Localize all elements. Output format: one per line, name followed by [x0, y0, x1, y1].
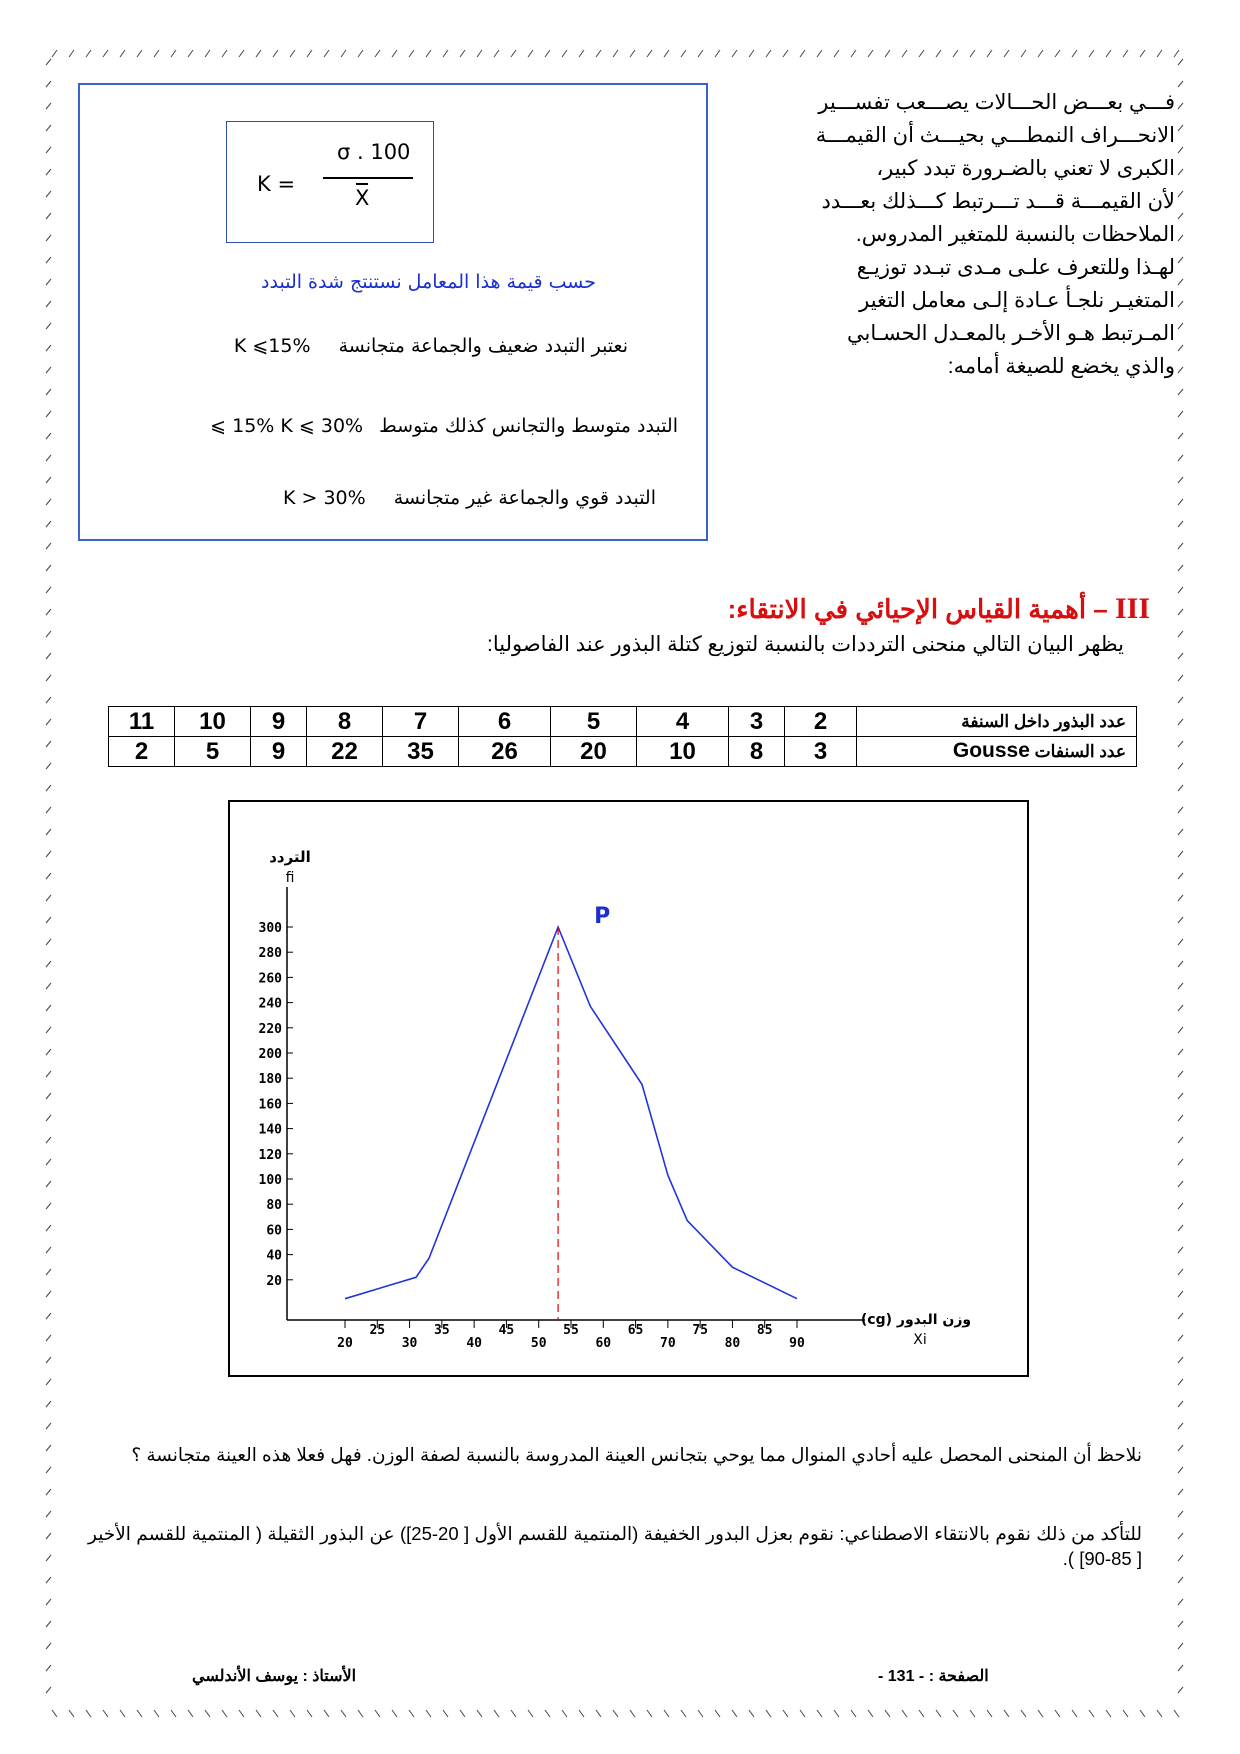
criterion-mid-text: التبدد متوسط والتجانس كذلك متوسط [379, 415, 678, 437]
y-tick-label: 140 [258, 1122, 282, 1138]
x-tick-label: 35 [434, 1323, 450, 1338]
criterion-low-expr: K ⩽15% [233, 335, 311, 357]
y-tick-label: 240 [258, 996, 282, 1012]
criterion-row-mid [210, 415, 678, 437]
y-tick-label: 160 [258, 1097, 282, 1113]
seeds-frequency-table [108, 706, 1137, 767]
peak-label: P [594, 904, 611, 929]
table-cell: 2 [109, 737, 175, 767]
formula-denominator: X [355, 186, 370, 210]
y-ticks [259, 921, 293, 1289]
table-cell: 5 [175, 737, 251, 767]
section-subtitle: يظهر البيان التالي منحنى الترددات بالنسبة لتوزيع كتلة البذور عند الفاصوليا: [487, 633, 1124, 656]
table-cell: 7 [383, 707, 459, 737]
x-tick-label: 85 [756, 1323, 773, 1338]
y-tick-label: 20 [266, 1273, 282, 1289]
x-tick-label: 90 [789, 1336, 805, 1351]
table-cell: 6 [459, 707, 551, 737]
criterion-low-text: نعتبر التبدد ضعيف والجماعة متجانسة [338, 335, 628, 357]
page-number: الصفحة : - 131 - [878, 1668, 989, 1685]
table-cell: 10 [175, 707, 251, 737]
frequency-curve-series [345, 927, 797, 1299]
intro-line: الكبرى لا تعني بالضـرورة تبدد كبير، [876, 157, 1175, 180]
table-cell: 2 [785, 707, 857, 737]
table-cell: 9 [251, 707, 307, 737]
y-axis-label: التردد [269, 848, 311, 866]
intro-line: المتغيـر نلجـأ عـادة إلـى معامل التغير [859, 289, 1175, 312]
y-tick-label: 80 [266, 1198, 282, 1214]
formula-numerator: σ . 100 [337, 140, 411, 164]
table-row [109, 737, 1137, 767]
formula-box [226, 121, 434, 243]
x-tick-label: 60 [595, 1336, 612, 1351]
paragraph-observation: نلاحظ أن المنحنى المحصل عليه أحادي المنوال مما يوحي بتجانس العينة المدروسة بالنسبة لصفة الوزن. فهل فعلا هذه العينة متجانسة ؟ [131, 1444, 1142, 1465]
table-cell: 9 [251, 737, 307, 767]
x-tick-label: 30 [401, 1336, 418, 1351]
table-cell: 11 [109, 707, 175, 737]
box-caption: حسب قيمة هذا المعامل نستنتج شدة التبدد [261, 271, 596, 293]
criterion-mid-expr: ⩽ 15% K ⩽ 30% [210, 415, 364, 437]
section-title [728, 592, 1150, 626]
x-tick-label: 40 [466, 1336, 482, 1351]
table-cell: 5 [551, 707, 637, 737]
y-tick-label: 300 [258, 921, 282, 936]
table-cell: 10 [637, 737, 729, 767]
y-tick-label: 180 [258, 1072, 282, 1088]
x-tick-label: 25 [369, 1323, 386, 1338]
criterion-row-low [234, 335, 628, 357]
table-cell: 3 [785, 737, 857, 767]
y-tick-label: 280 [258, 946, 282, 962]
x-tick-label: 20 [337, 1336, 353, 1351]
section-number: III [1114, 592, 1150, 625]
chart-svg [230, 802, 1027, 1375]
y-tick-label: 100 [258, 1173, 282, 1188]
author-name: الأستاذ : يوسف الأندلسي [192, 1668, 357, 1685]
formula-label: K = [257, 172, 296, 196]
row-header-arabic: عدد السنفات [1034, 742, 1126, 761]
criterion-high-text: التبدد قوي والجماعة غير متجانسة [393, 487, 656, 509]
y-tick-label: 120 [258, 1147, 282, 1163]
table-cell: 8 [307, 707, 383, 737]
x-ticks [337, 1320, 805, 1351]
row-header-latin: Gousse [952, 739, 1030, 762]
intro-line: الانحـــراف النمطـــي بحيـــث أن القيمـــة [815, 124, 1175, 147]
y-tick-label: 40 [266, 1248, 282, 1264]
intro-line: لهـذا وللتعرف علـى مـدى تبـدد توزيـع [856, 256, 1175, 279]
table-cell: 8 [729, 737, 785, 767]
y-tick-label: 220 [258, 1021, 282, 1037]
table-cell: 26 [459, 737, 551, 767]
intro-line: فـــي بعـــض الحـــالات يصـــعب تفســـير [818, 91, 1175, 114]
section-title-text: – أهمية القياس الإحيائي في الانتقاء: [727, 594, 1108, 624]
y-tick-label: 200 [258, 1047, 282, 1062]
fraction-bar [323, 177, 413, 179]
x-tick-label: 65 [627, 1323, 644, 1338]
intro-line: لأن القيمـــة قـــد تـــرتبط كـــذلك بعـــدد [821, 190, 1175, 213]
table-row-header: عدد البذور داخل السنفة [857, 707, 1137, 737]
table-cell: 22 [307, 737, 383, 767]
criterion-row-high [283, 487, 656, 509]
x-axis-label: وزن البدور (cg) [860, 1312, 972, 1328]
criterion-high-expr: K > 30% [283, 487, 366, 509]
table-cell: 4 [637, 707, 729, 737]
table-row [109, 707, 1137, 737]
x-tick-label: 75 [692, 1323, 708, 1338]
paragraph-selection: للتأكد من ذلك نقوم بالانتقاء الاصطناعي: نقوم بعزل البدور الخفيفة (المنتمية للقسم الأول [ 20-25]) عن البذور الثقيلة ( المنتمية للقسم الأخير [ 85-90] ). [88, 1523, 1142, 1569]
x-axis-sublabel: Xi [913, 1332, 927, 1348]
x-tick-label: 50 [530, 1336, 547, 1351]
x-tick-label: 80 [724, 1336, 741, 1351]
x-tick-label: 55 [563, 1323, 579, 1338]
table-row-header [857, 737, 1137, 767]
chart-axes [287, 887, 865, 1320]
table-cell: 20 [551, 737, 637, 767]
table-cell: 35 [383, 737, 459, 767]
x-tick-label: 70 [660, 1336, 676, 1351]
y-tick-label: 60 [266, 1223, 282, 1239]
intro-line: الملاحظات بالنسبة للمتغير المدروس. [855, 223, 1175, 246]
table-cell: 3 [729, 707, 785, 737]
variation-coefficient-box [78, 83, 708, 541]
y-axis-sublabel: fi [285, 870, 295, 886]
y-tick-label: 260 [258, 971, 282, 987]
intro-line: والذي يخضع للصيغة أمامه: [947, 355, 1175, 378]
frequency-curve-chart [228, 800, 1029, 1377]
intro-line: المـرتبط هـو الأخـر بالمعـدل الحسـابي [847, 322, 1175, 345]
x-tick-label: 45 [498, 1323, 515, 1338]
intro-paragraph [735, 86, 1175, 383]
